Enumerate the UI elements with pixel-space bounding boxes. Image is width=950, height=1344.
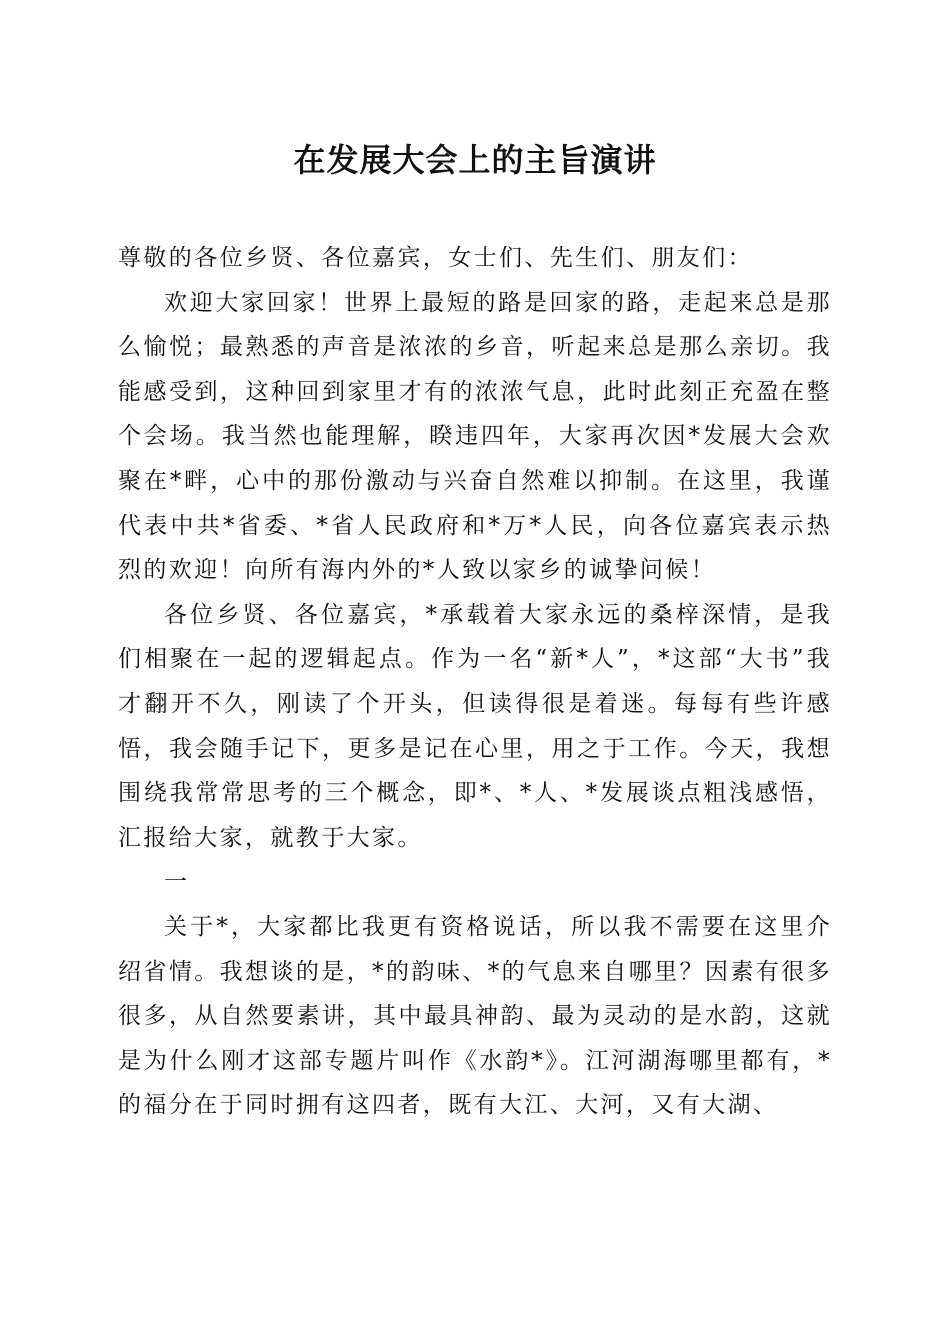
paragraph-section-one: 关于*，大家都比我更有资格说话，所以我不需要在这里介绍省情。我想谈的是，*的韵味、*的气息来自哪里？因素有很多很多，从自然要素讲，其中最具神韵、最为灵动的是水韵，这就是为什么刚才这部专题片叫作《水韵*》。江河湖海哪里都有，*的福分在于同时拥有这四者，既有大江、大河，又有大湖、 — [118, 913, 832, 1119]
paragraph-welcome: 欢迎大家回家！世界上最短的路是回家的路，走起来总是那么愉悦；最熟悉的声音是浓浓的乡音，听起来总是那么亲切。我能感受到，这种回到家里才有的浓浓气息，此时此刻正充盈在整个会场。我当然也能理解，睽违四年，大家再次因*发展大会欢聚在*畔，心中的那份激动与兴奋自然难以抑制。在这里，我谨代表中共*省委、*省人民政府和*万*人民，向各位嘉宾表示热烈的欢迎！向所有海内外的*人致以家乡的诚挚问候！ — [118, 289, 832, 584]
paragraph-introduction: 各位乡贤、各位嘉宾，*承载着大家永远的桑梓深情，是我们相聚在一起的逻辑起点。作为一名“新*人”，*这部“大书”我才翻开不久，刚读了个开头，但读得很是着迷。每每有些许感悟，我会随手记下，更多是记在心里，用之于工作。今天，我想围绕我常常思考的三个概念，即*、*人、*发展谈点粗浅感悟，汇报给大家，就教于大家。 — [118, 601, 832, 851]
document-body — [118, 236, 832, 1128]
salutation: 尊敬的各位乡贤、各位嘉宾，女士们、先生们、朋友们： — [118, 245, 753, 271]
document-title: 在发展大会上的主旨演讲 — [293, 141, 657, 179]
section-heading: 一 — [164, 869, 190, 896]
